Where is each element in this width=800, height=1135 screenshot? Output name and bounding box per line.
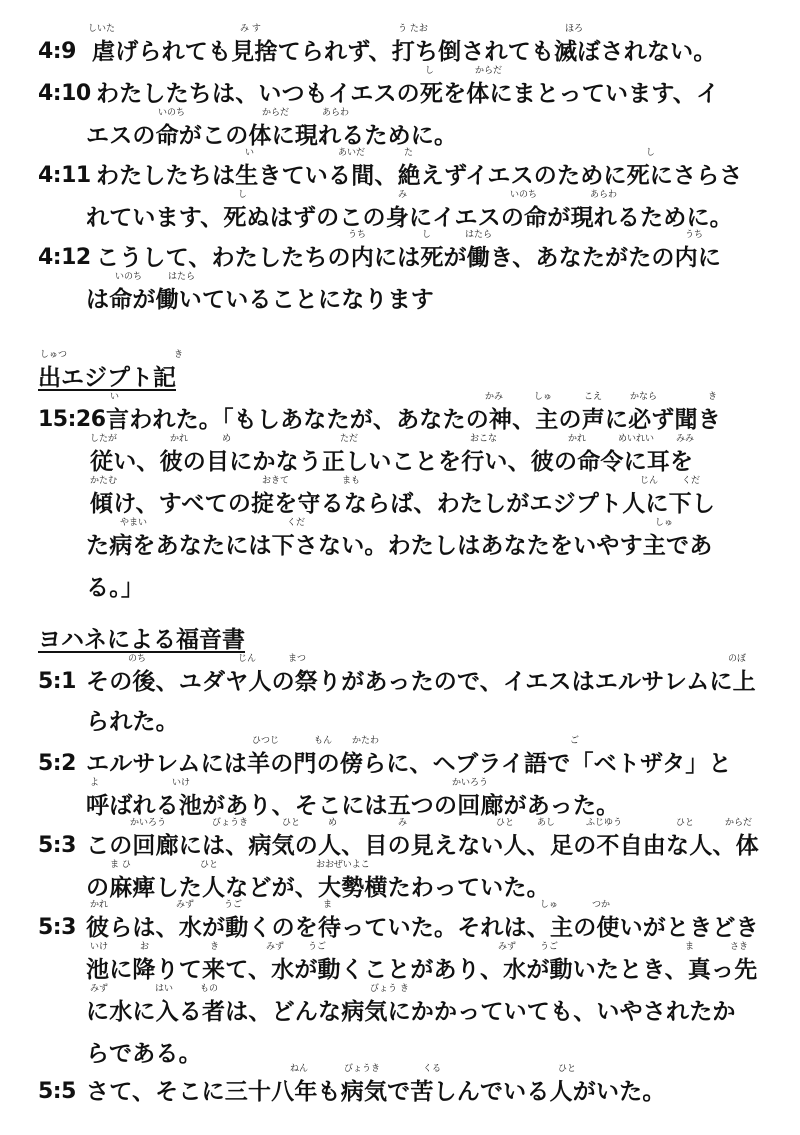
- furigana: き: [174, 350, 184, 360]
- furigana: みず: [498, 942, 517, 952]
- furigana: た: [404, 148, 414, 158]
- verse-text-line: は命が働いていることになります: [86, 287, 434, 313]
- furigana: はたら: [168, 272, 196, 282]
- furigana: ひつじ: [252, 736, 280, 746]
- furigana: まつ: [288, 654, 307, 664]
- furigana: くだ: [287, 518, 306, 528]
- furigana: はい: [155, 984, 174, 994]
- furigana: ねん: [290, 1064, 309, 1074]
- furigana: み す: [240, 24, 261, 34]
- furigana: ひと: [496, 818, 515, 828]
- furigana: じん: [238, 654, 257, 664]
- furigana: うち: [685, 230, 704, 240]
- verse-text-line: 虐げられても見捨てられず、打ち倒されても滅ぼされない。: [92, 39, 717, 65]
- furigana: かいろう: [452, 778, 489, 788]
- verse-number: 15:26: [38, 407, 106, 432]
- verse-text-line: らである。: [86, 1041, 202, 1067]
- section-heading-text: 出エジプト記: [38, 365, 176, 391]
- furigana: めいれい: [618, 434, 655, 444]
- furigana: みみ: [676, 434, 695, 444]
- furigana: ひと: [558, 1064, 577, 1074]
- verse-text-line: れています、死ぬはずのこの身にイエスの命が現れるために。: [86, 205, 733, 231]
- verse-number: 4:12: [38, 245, 91, 270]
- furigana: み: [398, 818, 408, 828]
- furigana: よ: [90, 778, 100, 788]
- furigana: はたら: [465, 230, 493, 240]
- section-heading-text: ヨハネによる福音書: [38, 627, 245, 653]
- furigana: ふじゆう: [586, 818, 623, 828]
- furigana: のぼ: [728, 654, 747, 664]
- verse-text-line: この回廊には、病気の人、目の見えない人、足の不自由な人、体: [86, 833, 759, 859]
- verse-number: 4:9: [38, 39, 76, 64]
- furigana: き: [708, 392, 718, 402]
- furigana: みず: [266, 942, 285, 952]
- furigana: ま: [323, 900, 333, 910]
- furigana: しゅつ: [40, 350, 68, 360]
- furigana: しゅ: [534, 392, 553, 402]
- furigana: したが: [90, 434, 118, 444]
- furigana: あらわ: [590, 190, 618, 200]
- furigana: さき: [730, 942, 749, 952]
- furigana: あらわ: [322, 108, 350, 118]
- furigana: かれ: [170, 434, 189, 444]
- verse-text-line: 彼らは、水が動くのを待っていた。それは、主の使いがときどき: [86, 915, 759, 941]
- furigana: からだ: [475, 66, 503, 76]
- verse-number: 4:10: [38, 81, 91, 106]
- furigana: しいた: [88, 24, 116, 34]
- verse-text-line: その後、ユダヤ人の祭りがあったので、イエスはエルサレムに上: [86, 669, 756, 695]
- furigana: かなら: [630, 392, 658, 402]
- furigana: やまい: [120, 518, 148, 528]
- furigana: し: [422, 230, 432, 240]
- furigana: かいろう: [130, 818, 167, 828]
- verse-text-line: 呼ばれる池があり、そこには五つの回廊があった。: [86, 793, 620, 819]
- verse-number: 5:3: [38, 915, 76, 940]
- furigana: もん: [314, 736, 333, 746]
- furigana: かれ: [90, 900, 109, 910]
- verse-number: 5:5: [38, 1079, 76, 1104]
- furigana: いけ: [172, 778, 191, 788]
- furigana: ま: [685, 942, 695, 952]
- furigana: う たお: [398, 24, 428, 34]
- furigana: びょう き: [370, 984, 409, 994]
- furigana: ま ひ: [110, 860, 131, 870]
- furigana: おこな: [470, 434, 498, 444]
- furigana: びょうき: [344, 1064, 381, 1074]
- verse-text-line: られた。: [86, 709, 179, 735]
- furigana: かみ: [485, 392, 504, 402]
- furigana: ひと: [676, 818, 695, 828]
- furigana: ひと: [200, 860, 219, 870]
- furigana: あいだ: [338, 148, 366, 158]
- verse-number: 4:11: [38, 163, 91, 188]
- furigana: き: [210, 942, 220, 952]
- verse-text-line: た病をあなたには下さない。わたしはあなたをいやす主であ: [86, 533, 713, 559]
- verse-number: 5:2: [38, 751, 76, 776]
- furigana: め: [328, 818, 338, 828]
- furigana: かたむ: [90, 476, 118, 486]
- furigana: かれ: [568, 434, 587, 444]
- verse-text-line: わたしたちは、いつもイエスの死を体にまとっています、イ: [96, 81, 720, 107]
- furigana: からだ: [262, 108, 290, 118]
- furigana: おおぜいよこ: [316, 860, 370, 870]
- furigana: し: [646, 148, 656, 158]
- furigana: くる: [423, 1064, 442, 1074]
- furigana: あし: [537, 818, 556, 828]
- furigana: み: [398, 190, 408, 200]
- furigana: うご: [540, 942, 559, 952]
- furigana: いけ: [90, 942, 109, 952]
- furigana: ただ: [340, 434, 359, 444]
- verse-text-line: の麻痺した人などが、大勢横たわっていた。: [86, 875, 550, 901]
- furigana: しゅ: [655, 518, 674, 528]
- furigana: しゅ: [540, 900, 559, 910]
- furigana: みず: [90, 984, 109, 994]
- furigana: うち: [348, 230, 367, 240]
- verse-text-line: 池に降りて来て、水が動くことがあり、水が動いたとき、真っ先: [86, 957, 758, 983]
- verse-text-line: わたしたちは生きている間、絶えずイエスのために死にさらさ: [96, 163, 743, 189]
- furigana: ご: [570, 736, 580, 746]
- verse-text-line: エルサレムには羊の門の傍らに、ヘブライ語で「ベトザタ」と: [86, 751, 732, 777]
- furigana: みず: [176, 900, 195, 910]
- verse-text-line: エスの命がこの体に現れるために。: [86, 123, 458, 149]
- furigana: こえ: [584, 392, 603, 402]
- verse-number: 5:3: [38, 833, 76, 858]
- furigana: し: [238, 190, 248, 200]
- furigana: もの: [200, 984, 219, 994]
- furigana: のち: [128, 654, 147, 664]
- furigana: し: [425, 66, 435, 76]
- furigana: いのち: [510, 190, 538, 200]
- furigana: い: [245, 148, 255, 158]
- verse-text-line: 言われた。「もしあなたが、あなたの神、主の声に必ず聞き: [106, 407, 721, 433]
- furigana: うご: [308, 942, 327, 952]
- furigana: かたわ: [352, 736, 380, 746]
- furigana: いのち: [115, 272, 143, 282]
- furigana: くだ: [682, 476, 701, 486]
- furigana: お: [140, 942, 150, 952]
- furigana: い: [110, 392, 120, 402]
- verse-number: 5:1: [38, 669, 76, 694]
- furigana: からだ: [725, 818, 753, 828]
- furigana: うご: [224, 900, 243, 910]
- verse-text-line: る。」: [86, 575, 145, 601]
- furigana: じん: [640, 476, 659, 486]
- furigana: ひと: [282, 818, 301, 828]
- verse-text-line: こうして、わたしたちの内には死が働き、あなたがたの内に: [96, 245, 722, 271]
- verse-text-line: さて、そこに三十八年も病気で苦しんでいる人がいた。: [86, 1079, 666, 1105]
- furigana: びょうき: [212, 818, 249, 828]
- furigana: つか: [592, 900, 611, 910]
- furigana: おきて: [262, 476, 290, 486]
- furigana: ほろ: [565, 24, 584, 34]
- furigana: いのち: [158, 108, 186, 118]
- furigana: め: [222, 434, 232, 444]
- furigana: まも: [342, 476, 361, 486]
- verse-text-line: 傾け、すべての掟を守るならば、わたしがエジプト人に下し: [90, 491, 716, 517]
- verse-text-line: 従い、彼の目にかなう正しいことを行い、彼の命令に耳を: [90, 449, 694, 475]
- verse-text-line: に水に入る者は、どんな病気にかかっていても、いやされたか: [86, 999, 736, 1025]
